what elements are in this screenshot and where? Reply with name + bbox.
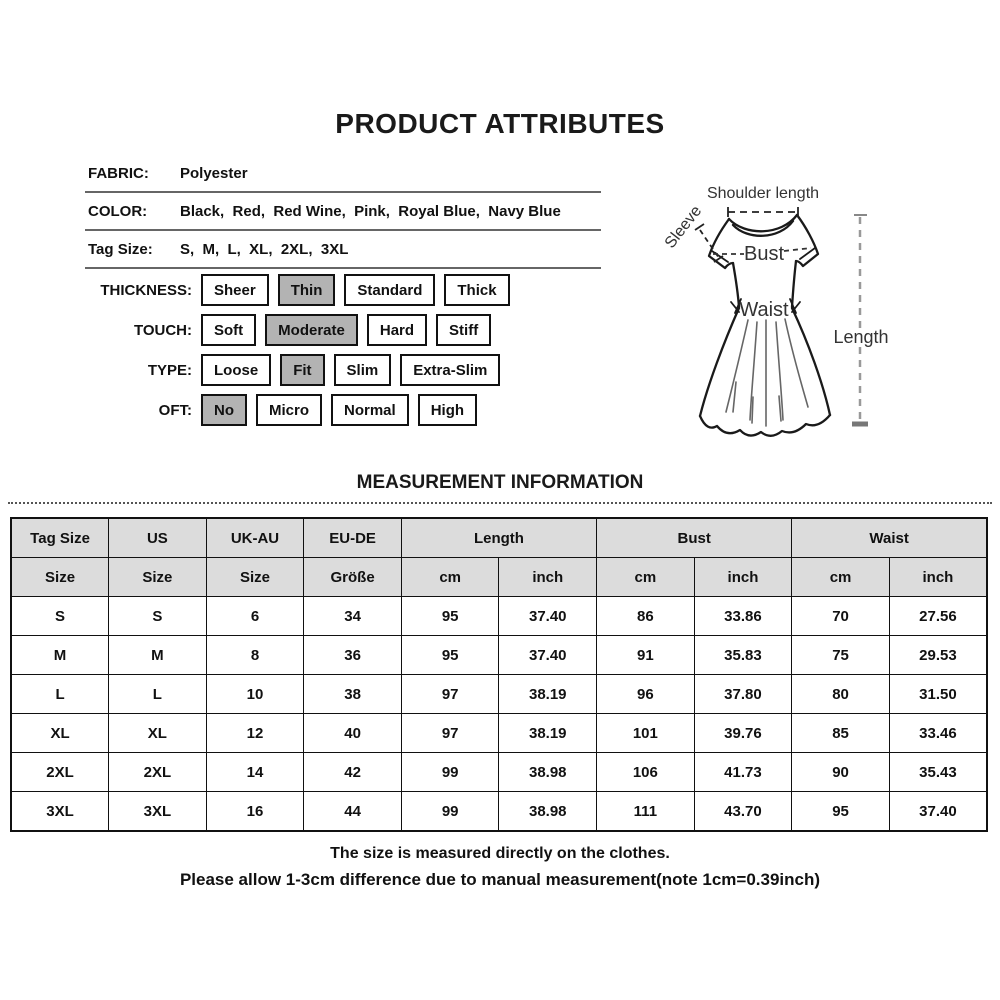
cell: S — [109, 597, 207, 636]
table-row-m — [11, 636, 987, 675]
cell: 16 — [206, 792, 304, 832]
measurement-note-2: Please allow 1-3cm difference due to manual measurement(note 1cm=0.39inch) — [179, 870, 821, 889]
cell: 85 — [792, 714, 890, 753]
option-loose: Loose — [201, 354, 271, 386]
cell: 39.76 — [694, 714, 792, 753]
option-fit-selected: Fit — [280, 354, 324, 386]
option-extra-slim: Extra-Slim — [400, 354, 500, 386]
fabric-label: FABRIC: — [88, 164, 149, 182]
table-row-3xl — [11, 792, 987, 832]
subcol-groesse: Größe — [304, 558, 402, 597]
cell: 12 — [206, 714, 304, 753]
cell: 42 — [304, 753, 402, 792]
cell: 31.50 — [889, 675, 987, 714]
option-thick: Thick — [444, 274, 509, 306]
option-no-selected: No — [201, 394, 247, 426]
cell: M — [11, 636, 109, 675]
oft-label: OFT: — [158, 401, 192, 419]
cell: 101 — [597, 714, 695, 753]
cell: XL — [11, 714, 109, 753]
option-moderate-selected: Moderate — [265, 314, 358, 346]
option-stiff: Stiff — [436, 314, 491, 346]
subcol-waist-cm: cm — [792, 558, 890, 597]
cell: 29.53 — [889, 636, 987, 675]
measurement-title: MEASUREMENT INFORMATION — [356, 472, 644, 493]
option-rows — [0, 274, 510, 434]
cell: 41.73 — [694, 753, 792, 792]
cell: XL — [109, 714, 207, 753]
cell: 80 — [792, 675, 890, 714]
cell: 90 — [792, 753, 890, 792]
subcol-size-tag: Size — [11, 558, 109, 597]
type-label: TYPE: — [147, 361, 192, 379]
cell: 95 — [401, 636, 499, 675]
touch-label: TOUCH: — [133, 321, 192, 339]
cell: 35.43 — [889, 753, 987, 792]
cell: 3XL — [109, 792, 207, 832]
col-us: US — [109, 518, 207, 558]
cell: 38.98 — [499, 753, 597, 792]
cell: 96 — [597, 675, 695, 714]
cell: 38.98 — [499, 792, 597, 832]
cell: 2XL — [11, 753, 109, 792]
cell: 37.40 — [889, 792, 987, 832]
col-waist: Waist — [792, 518, 987, 558]
cell: L — [109, 675, 207, 714]
table-row-xl — [11, 714, 987, 753]
cell: 86 — [597, 597, 695, 636]
option-sheer: Sheer — [201, 274, 269, 306]
tag-size-label: Tag Size: — [88, 240, 153, 258]
cell: 33.86 — [694, 597, 792, 636]
oft-row — [0, 394, 510, 426]
col-uk-au: UK-AU — [206, 518, 304, 558]
color-row — [85, 193, 601, 231]
subcol-waist-inch: inch — [889, 558, 987, 597]
waist-label: Waist — [739, 299, 789, 321]
option-hard: Hard — [367, 314, 427, 346]
cell: S — [11, 597, 109, 636]
cell: 27.56 — [889, 597, 987, 636]
shoulder-length-label: Shoulder length — [706, 185, 820, 202]
cell: L — [11, 675, 109, 714]
cell: 38.19 — [499, 714, 597, 753]
length-label: Length — [833, 327, 889, 347]
cell: 2XL — [109, 753, 207, 792]
tag-size-row — [85, 231, 601, 269]
cell: 34 — [304, 597, 402, 636]
cell: 38.19 — [499, 675, 597, 714]
cell: 14 — [206, 753, 304, 792]
cell: M — [109, 636, 207, 675]
size-table-wrap — [10, 517, 988, 832]
col-eu-de: EU-DE — [304, 518, 402, 558]
option-soft: Soft — [201, 314, 256, 346]
sleeve-label: Sleeve — [661, 202, 706, 252]
option-micro: Micro — [256, 394, 322, 426]
cell: 43.70 — [694, 792, 792, 832]
type-row — [0, 354, 510, 386]
cell: 75 — [792, 636, 890, 675]
col-length: Length — [401, 518, 596, 558]
subcol-length-inch: inch — [499, 558, 597, 597]
cell: 36 — [304, 636, 402, 675]
cell: 111 — [597, 792, 695, 832]
cell: 8 — [206, 636, 304, 675]
color-label: COLOR: — [88, 202, 148, 220]
touch-row — [0, 314, 510, 346]
pleat-lines — [726, 319, 808, 426]
tag-size-value: S, M, L, XL, 2XL, 3XL — [180, 240, 349, 258]
option-normal: Normal — [331, 394, 409, 426]
option-thin-selected: Thin — [278, 274, 336, 306]
table-header-row-1 — [11, 518, 987, 558]
thickness-row — [0, 274, 510, 306]
subcol-size-us: Size — [109, 558, 207, 597]
fabric-row — [85, 155, 601, 193]
table-header-row-2 — [11, 558, 987, 597]
table-row-l — [11, 675, 987, 714]
attribute-list — [85, 155, 601, 269]
cell: 95 — [792, 792, 890, 832]
measurement-note-1: The size is measured directly on the clothes. — [330, 845, 670, 862]
cell: 106 — [597, 753, 695, 792]
page-title: PRODUCT ATTRIBUTES — [335, 108, 665, 139]
col-tag-size: Tag Size — [11, 518, 109, 558]
subcol-size-ukau: Size — [206, 558, 304, 597]
cell: 38 — [304, 675, 402, 714]
cell: 37.40 — [499, 597, 597, 636]
cell: 70 — [792, 597, 890, 636]
cell: 37.40 — [499, 636, 597, 675]
subcol-bust-inch: inch — [694, 558, 792, 597]
cell: 97 — [401, 714, 499, 753]
cell: 91 — [597, 636, 695, 675]
bust-label: Bust — [743, 243, 785, 265]
option-high: High — [418, 394, 477, 426]
color-value: Black, Red, Red Wine, Pink, Royal Blue, Navy Blue — [180, 202, 561, 220]
subcol-bust-cm: cm — [597, 558, 695, 597]
thickness-label: THICKNESS: — [100, 281, 192, 299]
cell: 44 — [304, 792, 402, 832]
fabric-value: Polyester — [180, 164, 248, 182]
cell: 37.80 — [694, 675, 792, 714]
size-table — [10, 517, 988, 832]
cell: 6 — [206, 597, 304, 636]
option-standard: Standard — [344, 274, 435, 306]
subcol-length-cm: cm — [401, 558, 499, 597]
table-row-2xl — [11, 753, 987, 792]
cell: 3XL — [11, 792, 109, 832]
option-slim: Slim — [334, 354, 392, 386]
cell: 35.83 — [694, 636, 792, 675]
cell: 99 — [401, 792, 499, 832]
cell: 99 — [401, 753, 499, 792]
cell: 40 — [304, 714, 402, 753]
cell: 33.46 — [889, 714, 987, 753]
cell: 10 — [206, 675, 304, 714]
col-bust: Bust — [597, 518, 792, 558]
table-row-s — [11, 597, 987, 636]
cell: 97 — [401, 675, 499, 714]
cell: 95 — [401, 597, 499, 636]
dress-measurement-diagram — [650, 170, 1000, 470]
dotted-divider — [8, 502, 992, 504]
